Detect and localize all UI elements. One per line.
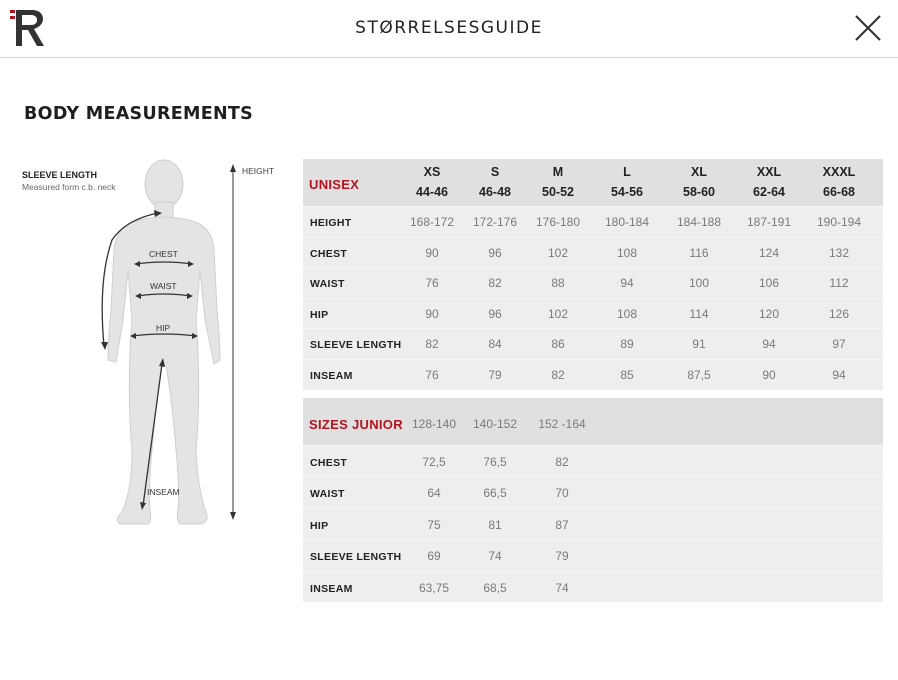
table-cell: 102 [547,306,569,321]
table-cell: 126 [828,306,850,321]
table-row [303,360,883,390]
table-cell: 79 [488,367,502,382]
row-label: CHEST [310,247,348,260]
row-label: INSEAM [310,582,353,595]
table-row [303,299,883,330]
size-name: XXXL [822,165,856,179]
junior-size-table [303,398,883,602]
row-label: WAIST [310,488,345,501]
row-label: SLEEVE LENGTH [310,339,402,352]
table-cell: 82 [555,455,569,469]
table-cell: 69 [427,549,441,564]
table-cell: 180-184 [604,215,650,229]
table-cell: 76 [425,367,439,382]
table-cell: 82 [488,276,502,291]
table-row [303,540,883,571]
hip-label: HIP [156,323,171,333]
size-range: 54-56 [611,185,643,199]
table-cell: 74 [488,549,502,564]
size-column-header: 140-152 [472,417,518,431]
size-column-header [399,162,465,202]
table-cell: 106 [758,276,780,291]
table-cell: 75 [427,517,441,532]
row-label: INSEAM [310,369,353,382]
inseam-label: INSEAM [147,487,180,497]
table-cell: 70 [555,486,569,501]
size-name: S [490,165,500,179]
size-column-header: 128-140 [411,417,457,431]
table-cell: 72,5 [422,455,446,469]
row-label: HIP [310,308,329,321]
size-range: 46-48 [479,185,511,199]
height-label: HEIGHT [242,166,275,176]
table-row [303,238,883,269]
table-cell: 90 [425,306,439,321]
size-column-header [462,162,528,202]
table-cell: 89 [620,337,634,352]
size-name: XS [423,165,441,179]
size-name: XL [691,165,707,179]
table-cell: 79 [555,549,569,564]
table-cell: 91 [692,337,706,352]
table-cell: 88 [551,276,565,291]
size-column-header [594,162,660,202]
junior-title: SIZES JUNIOR [309,417,403,432]
table-row [303,329,883,360]
table-cell: 76 [425,276,439,291]
row-label: CHEST [310,457,348,469]
table-cell: 64 [427,486,441,501]
sleeve-length-note: Measured form c.b. neck [22,182,116,192]
size-range: 58-60 [683,185,715,199]
table-row [303,268,883,299]
table-row [303,477,883,508]
table-cell: 90 [425,245,439,260]
table-cell: 114 [689,306,709,321]
table-header-row [303,159,883,207]
page-title: STØRRELSESGUIDE [355,18,543,38]
size-name: L [623,165,631,179]
table-cell: 86 [551,337,565,352]
table-cell: 82 [551,367,565,382]
row-label: SLEEVE LENGTH [310,551,402,564]
body-silhouette-illustration [0,150,300,540]
table-cell: 97 [832,337,846,352]
table-cell: 100 [688,276,710,291]
table-cell: 94 [762,337,776,352]
unisex-title: UNISEX [309,177,360,192]
table-cell: 112 [829,276,849,291]
table-row [303,207,883,238]
table-cell: 90 [762,367,776,382]
table-cell: 184-188 [676,215,722,229]
close-icon[interactable] [852,12,884,44]
body-figure [0,150,300,540]
row-label: WAIST [310,278,345,291]
table-cell: 84 [488,337,502,352]
table-cell: 102 [547,245,569,260]
table-row [303,572,883,602]
size-range: 66-68 [823,185,855,199]
table-cell: 96 [488,245,502,260]
table-cell: 76,5 [483,455,507,469]
section-title: BODY MEASUREMENTS [24,104,254,124]
table-cell: 176-180 [535,215,581,229]
table-cell: 108 [616,245,638,260]
table-row [303,446,883,477]
chest-label: CHEST [149,249,178,259]
size-name: M [552,165,564,179]
table-cell: 120 [758,306,780,321]
table-cell: 124 [758,245,780,260]
size-column-header [666,162,732,202]
table-cell: 82 [425,337,439,352]
row-label: HEIGHT [310,217,352,229]
table-cell: 132 [828,245,850,260]
table-cell: 87 [555,517,569,532]
size-range: 50-52 [542,185,574,199]
table-cell: 172-176 [472,215,518,229]
table-cell: 96 [488,306,502,321]
table-cell: 81 [488,517,502,532]
table-cell: 190-194 [816,215,862,229]
table-cell: 85 [620,367,634,382]
size-range: 44-46 [416,185,448,199]
table-cell: 168-172 [409,215,455,229]
table-cell: 187-191 [746,215,792,229]
size-column-header [736,162,802,202]
table-cell: 74 [555,580,569,595]
table-row [303,509,883,540]
size-range: 62-64 [753,185,785,199]
sleeve-length-label: SLEEVE LENGTH [22,170,98,180]
table-header-row [303,398,883,446]
table-cell: 108 [616,306,638,321]
table-cell: 94 [832,367,846,382]
unisex-size-table [303,159,883,390]
table-cell: 87,5 [687,367,711,382]
waist-label: WAIST [150,281,177,291]
table-cell: 66,5 [483,486,507,501]
size-column-header [806,162,872,202]
table-cell: 116 [689,245,709,260]
size-name: XXL [756,165,782,179]
row-label: HIP [310,519,329,532]
table-cell: 68,5 [483,580,507,595]
table-cell: 94 [620,276,634,291]
table-cell: 63,75 [418,580,450,595]
size-column-header: 152 -164 [538,417,586,431]
modal-header [0,0,898,58]
size-column-header [525,162,591,202]
